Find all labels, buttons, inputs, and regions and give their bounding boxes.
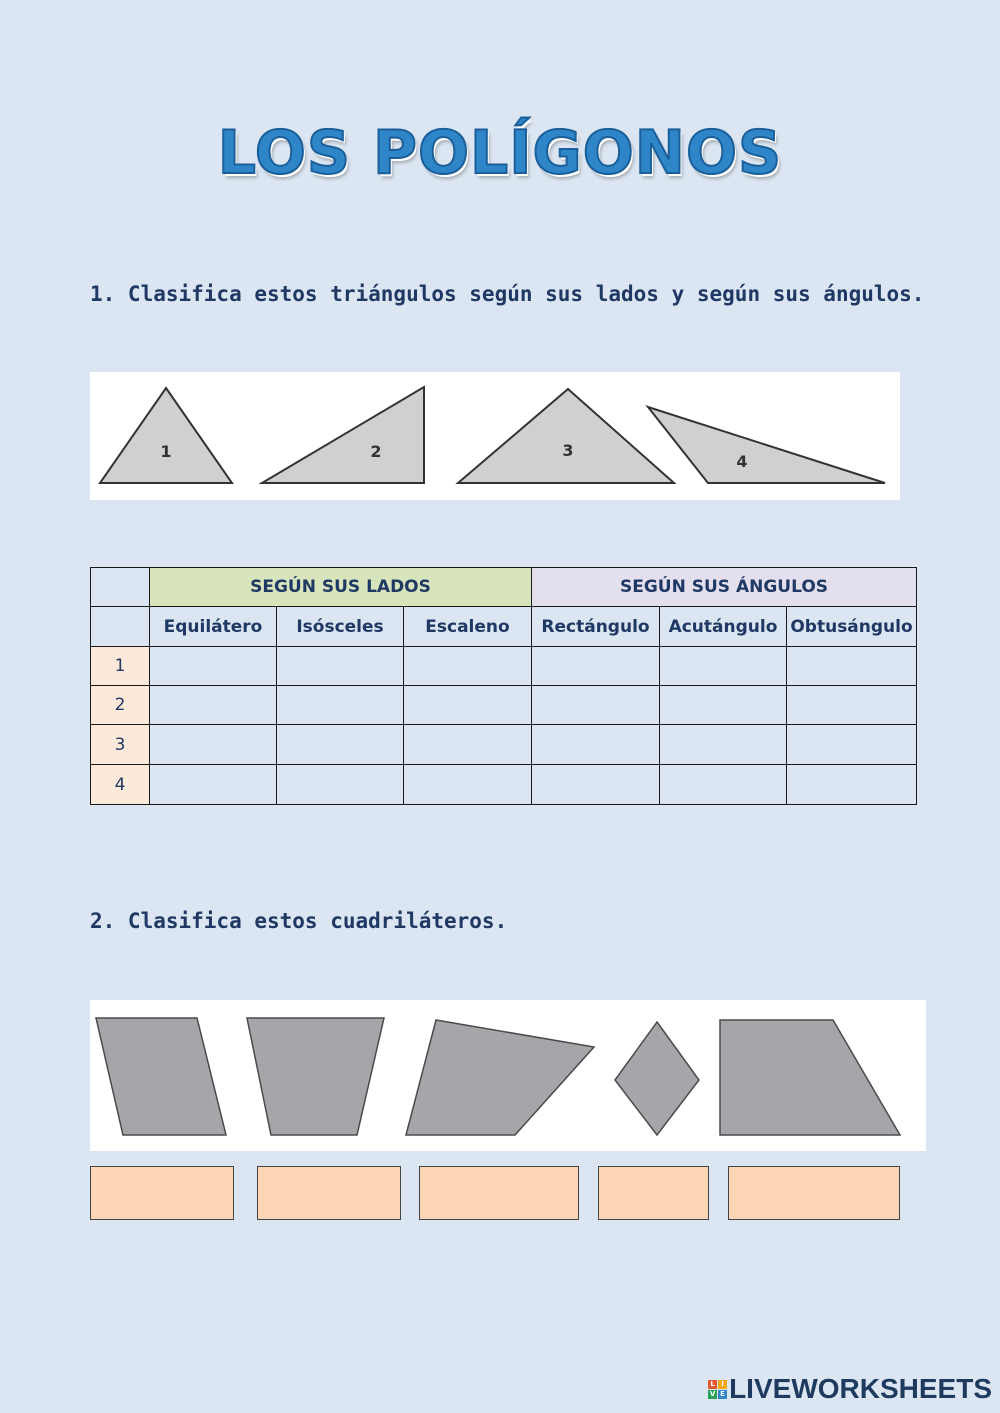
page-title: LOS POLÍGONOS [217, 118, 783, 188]
brand-name: LIVEWORKSHEETS [729, 1373, 992, 1404]
table-row [91, 686, 917, 725]
question-1: 1. Clasifica estos triángulos según sus lados y según sus ángulos. [90, 282, 925, 306]
answer-cell[interactable] [404, 725, 532, 765]
row-number: 3 [91, 725, 150, 765]
answer-cell[interactable] [277, 686, 404, 725]
answer-box-3[interactable] [419, 1166, 579, 1220]
col-equilatero: Equilátero [150, 607, 277, 647]
quadrilateral-1 [96, 1018, 226, 1135]
header-segun-lados: SEGÚN SUS LADOS [150, 568, 532, 607]
triangle-3 [458, 389, 674, 483]
quadrilateral-4 [615, 1022, 699, 1135]
answer-cell[interactable] [787, 765, 917, 805]
answer-cell[interactable] [277, 725, 404, 765]
triangles-figure [90, 372, 900, 500]
triangle-1-label: 1 [160, 442, 172, 461]
answer-cell[interactable] [532, 725, 660, 765]
liveworksheets-logo [708, 1373, 992, 1405]
answer-cell[interactable] [277, 765, 404, 805]
col-isosceles: Isósceles [277, 607, 404, 647]
answer-cell[interactable] [150, 686, 277, 725]
answer-cell[interactable] [277, 647, 404, 686]
triangle-3-label: 3 [562, 441, 574, 460]
table-row [91, 647, 917, 686]
triangle-1 [100, 388, 232, 483]
answer-cell[interactable] [660, 686, 787, 725]
answer-cell[interactable] [660, 765, 787, 805]
answer-cell[interactable] [787, 686, 917, 725]
header-segun-angulos: SEGÚN SUS ÁNGULOS [532, 568, 917, 607]
triangle-2 [262, 387, 424, 483]
answer-cell[interactable] [787, 725, 917, 765]
liveworksheets-icon: L I V E [708, 1380, 727, 1399]
triangle-4-label: 4 [736, 452, 748, 471]
answer-cell[interactable] [660, 725, 787, 765]
triangle-4 [648, 407, 885, 483]
row-number: 2 [91, 686, 150, 725]
corner-cell [91, 607, 150, 647]
col-rectangulo: Rectángulo [532, 607, 660, 647]
answer-cell[interactable] [787, 647, 917, 686]
col-acutangulo: Acutángulo [660, 607, 787, 647]
answer-box-2[interactable] [257, 1166, 401, 1220]
col-escaleno: Escaleno [404, 607, 532, 647]
answer-cell[interactable] [404, 686, 532, 725]
answer-box-5[interactable] [728, 1166, 900, 1220]
triangle-2-label: 2 [370, 442, 382, 461]
table-row [91, 725, 917, 765]
corner-cell [91, 568, 150, 607]
quadrilateral-3 [406, 1020, 594, 1135]
answer-box-1[interactable] [90, 1166, 234, 1220]
question-2: 2. Clasifica estos cuadriláteros. [90, 909, 508, 933]
quadrilaterals-figure [90, 1000, 926, 1151]
answer-cell[interactable] [404, 647, 532, 686]
answer-cell[interactable] [150, 647, 277, 686]
quadrilateral-2 [247, 1018, 384, 1135]
answer-cell[interactable] [150, 765, 277, 805]
answer-box-4[interactable] [598, 1166, 709, 1220]
answer-cell[interactable] [532, 765, 660, 805]
classification-table [90, 567, 917, 805]
row-number: 1 [91, 647, 150, 686]
quadrilateral-5 [720, 1020, 900, 1135]
col-obtusangulo: Obtusángulo [787, 607, 917, 647]
answer-cell[interactable] [660, 647, 787, 686]
answer-cell[interactable] [404, 765, 532, 805]
answer-cell[interactable] [532, 686, 660, 725]
row-number: 4 [91, 765, 150, 805]
table-row [91, 765, 917, 805]
answer-cell[interactable] [532, 647, 660, 686]
answer-cell[interactable] [150, 725, 277, 765]
